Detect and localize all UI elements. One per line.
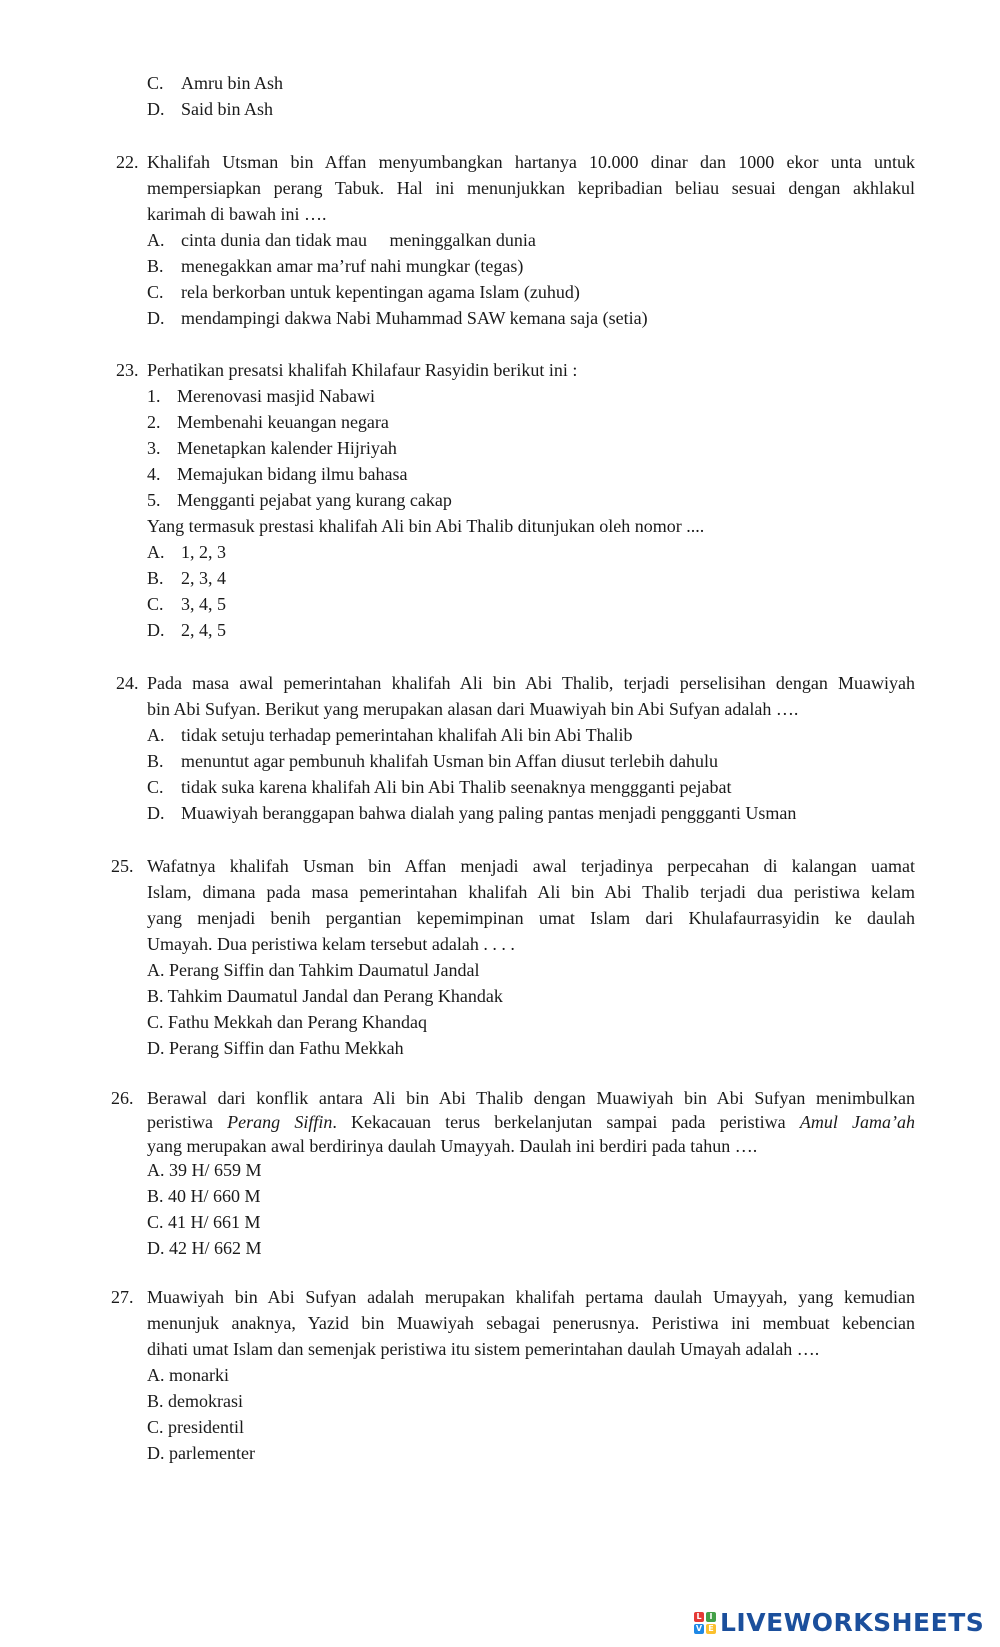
q23-item: 1. Merenovasi masjid Nabawi	[147, 386, 375, 406]
q25-option-c: C. Fathu Mekkah dan Perang Khandaq	[147, 1012, 427, 1032]
q27-option-a: A. monarki	[147, 1365, 229, 1385]
q26-option-b: B. 40 H/ 660 M	[147, 1186, 261, 1206]
q23-item: 5. Mengganti pejabat yang kurang cakap	[147, 490, 452, 510]
q21-option-c: C. Amru bin Ash	[147, 73, 284, 93]
q24-text-line: bin Abi Sufyan. Berikut yang merupakan alasan dari Muawiyah bin Abi Sufyan adalah ….	[147, 699, 799, 719]
q23-option-a: A. 1, 2, 3	[147, 542, 226, 562]
q26-text-line: Berawal dari konflik antara Ali bin Abi Thalib dengan Muawiyah bin Abi Sufyan menimbulkan	[147, 1088, 915, 1108]
q23-option-d: D. 2, 4, 5	[147, 620, 226, 640]
q27-option-b: B. demokrasi	[147, 1391, 243, 1411]
q24-text-line: Pada masa awal pemerintahan khalifah Ali bin Abi Thalib, terjadi perselisihan dengan Muawiyah	[147, 673, 915, 693]
q23-question: Yang termasuk prestasi khalifah Ali bin Abi Thalib ditunjukan oleh nomor ....	[147, 516, 705, 536]
q25-option-b: B. Tahkim Daumatul Jandal dan Perang Khandak	[147, 986, 503, 1006]
q22-text-line: mempersiapkan perang Tabuk. Hal ini menunjukkan kepribadian beliau sesuai dengan akhlakul	[147, 178, 915, 198]
q26-text-line: yang merupakan awal berdirinya daulah Umayyah. Daulah ini berdiri pada tahun ….	[147, 1136, 758, 1156]
q23-item: 2. Membenahi keuangan negara	[147, 412, 389, 432]
q25-text-line: Wafatnya khalifah Usman bin Affan menjadi awal terjadinya perpecahan di kalangan uamat	[147, 856, 915, 876]
q27-text-line: menunjuk anaknya, Yazid bin Muawiyah sebagai penerusnya. Peristiwa ini membuat kebencian	[147, 1313, 915, 1333]
q26-number: 26.	[111, 1088, 134, 1108]
q25-text-line: Umayah. Dua peristiwa kelam tersebut adalah . . . .	[147, 934, 515, 954]
logo-tile: E	[706, 1624, 716, 1634]
q22-number: 22.	[116, 152, 139, 172]
q26-text-line: peristiwa Perang Siffin. Kekacauan terus berkelanjutan sampai pada peristiwa Amul Jama’ah	[147, 1112, 915, 1132]
q24-option-a: A. tidak setuju terhadap pemerintahan khalifah Ali bin Abi Thalib	[147, 725, 633, 745]
logo-tile: L	[694, 1612, 704, 1622]
q21-option-d: D. Said bin Ash	[147, 99, 274, 119]
q25-option-d: D. Perang Siffin dan Fathu Mekkah	[147, 1038, 404, 1058]
q24-option-b: B. menuntut agar pembunuh khalifah Usman bin Affan diusut terlebih dahulu	[147, 751, 719, 771]
logo-tile: I	[706, 1612, 716, 1622]
q22-text-line: Khalifah Utsman bin Affan menyumbangkan hartanya 10.000 dinar dan 1000 ekor unta untuk	[147, 152, 915, 172]
q23-intro: Perhatikan presatsi khalifah Khilafaur Rasyidin berikut ini :	[147, 360, 578, 380]
q26-option-c: C. 41 H/ 661 M	[147, 1212, 261, 1232]
liveworksheets-logo	[694, 1608, 984, 1638]
liveworksheets-logo-text: LIVEWORKSHEETS	[720, 1608, 985, 1637]
q22-option-a: A. cinta dunia dan tidak mau meninggalkan dunia	[147, 230, 536, 250]
q23-option-c: C. 3, 4, 5	[147, 594, 226, 614]
q26-option-d: D. 42 H/ 662 M	[147, 1238, 262, 1258]
q23-option-b: B. 2, 3, 4	[147, 568, 226, 588]
q23-item: 3. Menetapkan kalender Hijriyah	[147, 438, 397, 458]
q22-option-b: B. menegakkan amar ma’ruf nahi mungkar (tegas)	[147, 256, 524, 276]
q26-option-a: A. 39 H/ 659 M	[147, 1160, 262, 1180]
q27-number: 27.	[111, 1287, 134, 1307]
q24-option-d: D. Muawiyah beranggapan bahwa dialah yang paling pantas menjadi penggganti Usman	[147, 803, 797, 823]
q25-text-line: Islam, dimana pada masa pemerintahan khalifah Ali bin Abi Thalib terjadi dua peristiwa kelam	[147, 882, 915, 902]
q25-text-line: yang menjadi benih pergantian kepemimpinan umat Islam dari Khulafaurrasyidin ke daulah	[147, 908, 915, 928]
q27-option-d: D. parlementer	[147, 1443, 255, 1463]
q22-option-d: D. mendampingi dakwa Nabi Muhammad SAW kemana saja (setia)	[147, 308, 648, 328]
logo-tile: V	[695, 1624, 703, 1633]
q22-text-line: karimah di bawah ini ….	[147, 204, 327, 224]
q27-option-c: C. presidentil	[147, 1417, 244, 1437]
q24-number: 24.	[116, 673, 139, 693]
q25-option-a: A. Perang Siffin dan Tahkim Daumatul Jandal	[147, 960, 480, 980]
q27-text-line: dihati umat Islam dan semenjak peristiwa itu sistem pemerintahan daulah Umayah adalah ….	[147, 1339, 820, 1359]
q23-item: 4. Memajukan bidang ilmu bahasa	[147, 464, 408, 484]
q24-option-c: C. tidak suka karena khalifah Ali bin Abi Thalib seenaknya menggganti pejabat	[147, 777, 732, 797]
liveworksheets-logo-icon	[694, 1612, 716, 1634]
q25-number: 25.	[111, 856, 134, 876]
q23-number: 23.	[116, 360, 139, 380]
q27-text-line: Muawiyah bin Abi Sufyan adalah merupakan khalifah pertama daulah Umayyah, yang kemudian	[147, 1287, 915, 1307]
q22-option-c: C. rela berkorban untuk kepentingan agama Islam (zuhud)	[147, 282, 580, 302]
